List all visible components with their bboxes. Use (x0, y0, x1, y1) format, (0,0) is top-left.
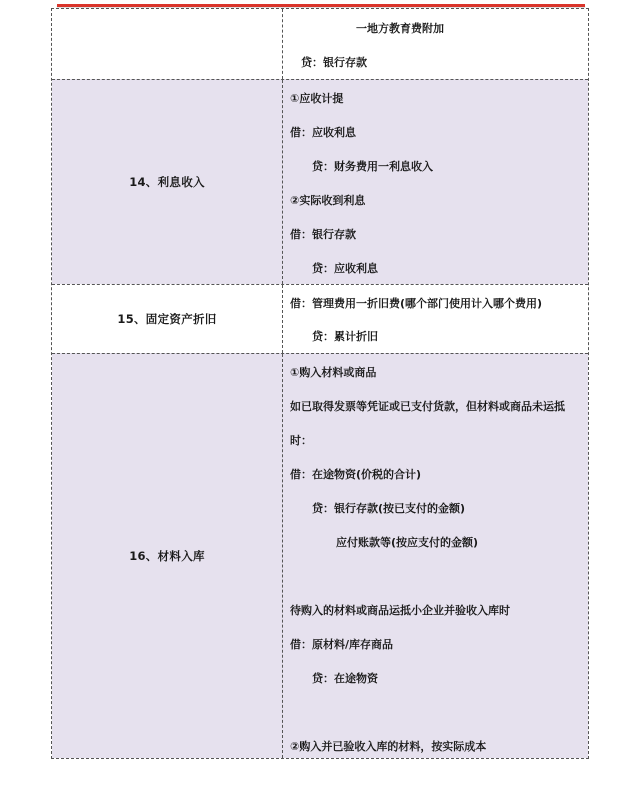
entry-line: ②实际收到利息 (290, 194, 366, 207)
table-row (52, 353, 588, 758)
entry-line: 借：管理费用一折旧费(哪个部门使用计入哪个费用) (290, 297, 543, 310)
entry-line: 贷：在途物资 (312, 672, 378, 685)
row-title: 14、利息收入 (129, 175, 205, 189)
entry-line: 如已取得发票等凭证或已支付货款，但材料或商品未运抵 (290, 400, 565, 413)
entry-line: ①应收计提 (290, 92, 344, 105)
entry-line: 借：银行存款 (290, 228, 356, 241)
entry-line: 贷：累计折旧 (312, 330, 378, 343)
entry-line: 贷：应收利息 (312, 262, 378, 275)
table-row (52, 79, 588, 284)
entry-line: 贷：银行存款(按已支付的金额) (312, 502, 466, 515)
row-title-cell (52, 80, 283, 284)
row-content-cell (284, 354, 588, 758)
table-row (52, 9, 588, 79)
row-title: 15、固定资产折旧 (117, 312, 217, 326)
entry-line: ②购入并已验收入库的材料，按实际成本 (290, 740, 487, 753)
table-row (52, 284, 588, 353)
entry-line: 一地方教育费附加 (356, 22, 444, 35)
journal-entry-table (51, 8, 589, 759)
entry-line: 借：应收利息 (290, 126, 356, 139)
row-title: 16、材料入库 (129, 549, 205, 563)
row-title-cell (52, 285, 283, 353)
row-content-cell (284, 9, 588, 79)
entry-line: 借：原材料/库存商品 (290, 638, 394, 651)
row-content-cell (284, 80, 588, 284)
entry-line: 贷：银行存款 (301, 56, 367, 69)
entry-line: 贷：财务费用一利息收入 (312, 160, 433, 173)
row-title-cell (52, 9, 283, 79)
row-content-cell (284, 285, 588, 353)
top-accent-rule (57, 4, 585, 7)
entry-line: 待购入的材料或商品运抵小企业并验收入库时 (290, 604, 510, 617)
entry-line: 借：在途物资(价税的合计) (290, 468, 422, 481)
entry-line: 应付账款等(按应支付的金额) (336, 536, 479, 549)
entry-line: 时： (290, 434, 312, 447)
row-title-cell (52, 354, 283, 758)
entry-line: ①购入材料或商品 (290, 366, 377, 379)
